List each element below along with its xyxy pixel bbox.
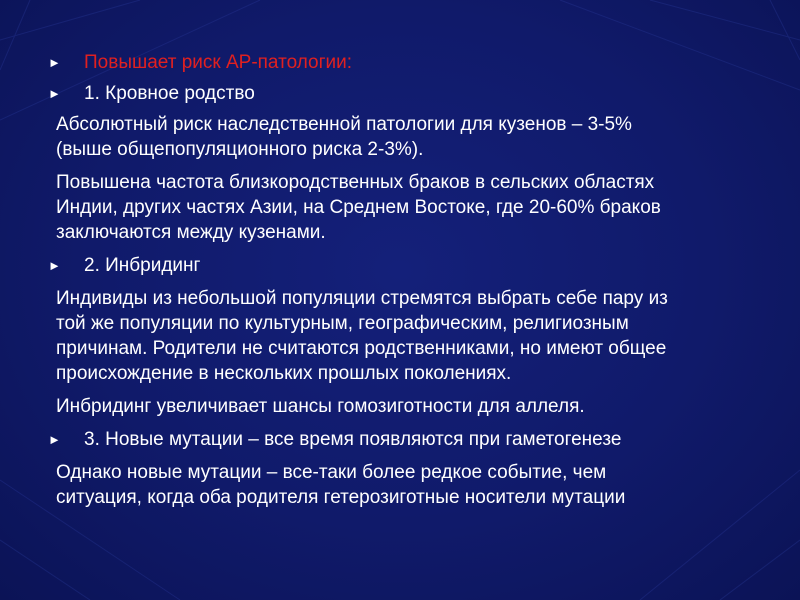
bullet-text: 1. Кровное родство [84,83,255,104]
paragraph-homozygosity [0,394,786,419]
bullet-text: 3. Новые мутации – все время появляются при гаметогенезе [84,429,622,450]
paragraph-line: ситуация, когда оба родителя гетерозиготные носители мутации [56,487,626,508]
paragraph-line: той же популяции по культурным, географическим, религиозным [56,313,629,334]
bullet-text: Повышает риск АР-патологии: [84,52,353,73]
paragraph-line: (выше общепопуляционного риска 2-3%). [56,139,424,160]
bullet-ar-risk [0,50,800,75]
paragraph-line: Инбридинг увеличивает шансы гомозиготности для аллеля. [56,396,585,417]
paragraph-line: происхождение в нескольких прошлых поколениях. [56,363,512,384]
triangle-bullet-icon: ► [48,432,61,447]
paragraph-marriage-frequency [0,170,786,245]
triangle-bullet-icon: ► [48,258,61,273]
slide-content [0,50,800,510]
bullet-consanguinity [0,81,800,106]
triangle-bullet-icon: ► [48,55,61,70]
paragraph-line: причинам. Родители не считаются родственниками, но имеют общее [56,338,667,359]
paragraph-line: Повышена частота близкородственных браков в сельских областях [56,172,655,193]
paragraph-line: заключаются между кузенами. [56,222,326,243]
paragraph-small-population [0,286,786,386]
paragraph-line: Индивиды из небольшой популяции стремятся выбрать себе пару из [56,288,668,309]
bullet-new-mutations [0,427,800,452]
paragraph-line: Абсолютный риск наследственной патологии для кузенов – 3-5% [56,114,632,135]
bullet-inbreeding [0,253,800,278]
paragraph-line: Однако новые мутации – все-таки более редкое событие, чем [56,462,607,483]
paragraph-line: Индии, других частях Азии, на Среднем Востоке, где 20-60% браков [56,197,661,218]
bullet-text: 2. Инбридинг [84,255,201,276]
paragraph-absolute-risk [0,112,786,162]
paragraph-rare-event [0,460,786,510]
triangle-bullet-icon: ► [48,86,61,101]
